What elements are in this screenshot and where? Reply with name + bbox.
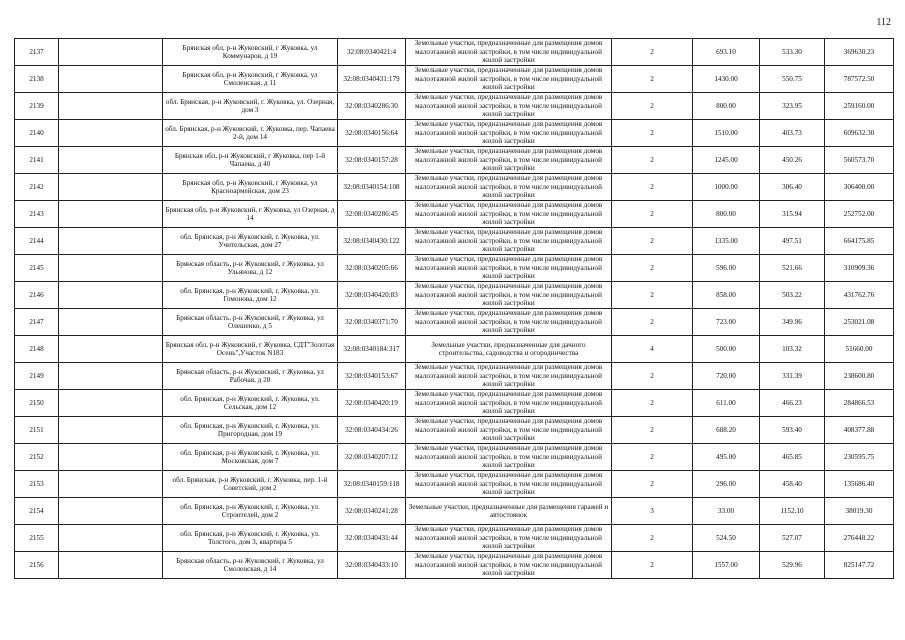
page-number: 112 bbox=[876, 17, 891, 28]
cadastral-number-cell: 32:08:0340157:28 bbox=[338, 147, 406, 174]
area-cell: 800.00 bbox=[693, 93, 760, 120]
use-category-cell: 2 bbox=[612, 525, 693, 552]
table-row bbox=[15, 417, 894, 444]
area-cell: 33.00 bbox=[693, 498, 760, 525]
cadastral-number-cell: 32:08:0340420:83 bbox=[338, 282, 406, 309]
row-number-cell: 2146 bbox=[15, 282, 59, 309]
empty-cell bbox=[59, 228, 163, 255]
use-category-cell: 2 bbox=[612, 147, 693, 174]
use-category-cell: 2 bbox=[612, 201, 693, 228]
cadastral-value-cell: 560573.70 bbox=[825, 147, 894, 174]
table-row bbox=[15, 525, 894, 552]
table-row bbox=[15, 228, 894, 255]
specific-value-cell: 103.32 bbox=[760, 336, 825, 363]
address-cell: Брянская область, р-н Жуковский, г Жуковка, ул Смоленская, д 14 bbox=[163, 552, 338, 579]
cadastral-value-cell: 664175.85 bbox=[825, 228, 894, 255]
cadastral-number-cell: 32:08:0340421:4 bbox=[338, 39, 406, 66]
empty-cell bbox=[59, 444, 163, 471]
table-row bbox=[15, 552, 894, 579]
cadastral-value-cell: 306400.00 bbox=[825, 174, 894, 201]
use-category-cell: 2 bbox=[612, 120, 693, 147]
specific-value-cell: 466.23 bbox=[760, 390, 825, 417]
address-cell: обл. Брянская, р-н Жуковский, г. Жуковка, ул. Московская, дом 7 bbox=[163, 444, 338, 471]
row-number-cell: 2147 bbox=[15, 309, 59, 336]
empty-cell bbox=[59, 66, 163, 93]
table-row bbox=[15, 147, 894, 174]
address-cell: обл. Брянская, р-н Жуковский, г. Жуковка, ул. Строителей, дом 2 bbox=[163, 498, 338, 525]
cadastral-value-cell: 238600.80 bbox=[825, 363, 894, 390]
row-number-cell: 2137 bbox=[15, 39, 59, 66]
use-category-cell: 2 bbox=[612, 417, 693, 444]
cadastral-value-cell: 284866.53 bbox=[825, 390, 894, 417]
address-cell: обл. Брянская, р-н Жуковский, г. Жуковка, ул. Учительская, дом 27 bbox=[163, 228, 338, 255]
address-cell: обл. Брянская, р-н Жуковский, г. Жуковка, ул. Сельская, дом 12 bbox=[163, 390, 338, 417]
permitted-use-cell: Земельные участки, предназначенные для размещения домов малоэтажной жилой застройки, в том числе индивидуальной жилой застройки bbox=[406, 525, 612, 552]
empty-cell bbox=[59, 336, 163, 363]
use-category-cell: 2 bbox=[612, 390, 693, 417]
specific-value-cell: 503.22 bbox=[760, 282, 825, 309]
cadastral-value-cell: 408377.88 bbox=[825, 417, 894, 444]
table-row bbox=[15, 93, 894, 120]
specific-value-cell: 306.40 bbox=[760, 174, 825, 201]
row-number-cell: 2139 bbox=[15, 93, 59, 120]
specific-value-cell: 403.73 bbox=[760, 120, 825, 147]
table-row bbox=[15, 174, 894, 201]
row-number-cell: 2156 bbox=[15, 552, 59, 579]
row-number-cell: 2145 bbox=[15, 255, 59, 282]
permitted-use-cell: Земельные участки, предназначенные для размещения домов малоэтажной жилой застройки, в том числе индивидуальной жилой застройки bbox=[406, 417, 612, 444]
specific-value-cell: 349.96 bbox=[760, 309, 825, 336]
use-category-cell: 2 bbox=[612, 363, 693, 390]
address-cell: Брянская область, р-н Жуковский, г Жуковка, ул Олешенко, д 5 bbox=[163, 309, 338, 336]
permitted-use-cell: Земельные участки, предназначенные для размещения домов малоэтажной жилой застройки, в том числе индивидуальной жилой застройки bbox=[406, 255, 612, 282]
cadastral-value-cell: 259160.00 bbox=[825, 93, 894, 120]
specific-value-cell: 1152.10 bbox=[760, 498, 825, 525]
empty-cell bbox=[59, 282, 163, 309]
table-row bbox=[15, 309, 894, 336]
area-cell: 1510.00 bbox=[693, 120, 760, 147]
cadastral-number-cell: 32:08:0340286:30 bbox=[338, 93, 406, 120]
cadastral-number-cell: 32:08:0340241:28 bbox=[338, 498, 406, 525]
permitted-use-cell: Земельные участки, предназначенные для размещения домов малоэтажной жилой застройки, в том числе индивидуальной жилой застройки bbox=[406, 552, 612, 579]
area-cell: 524.50 bbox=[693, 525, 760, 552]
use-category-cell: 3 bbox=[612, 498, 693, 525]
table-row bbox=[15, 444, 894, 471]
permitted-use-cell: Земельные участки, предназначенные для размещения домов малоэтажной жилой застройки, в том числе индивидуальной жилой застройки bbox=[406, 390, 612, 417]
address-cell: обл. Брянская, р-н Жуковский, г. Жуковка, ул. Толстого, дом 3, квартира 5 bbox=[163, 525, 338, 552]
specific-value-cell: 533.30 bbox=[760, 39, 825, 66]
area-cell: 1000.00 bbox=[693, 174, 760, 201]
permitted-use-cell: Земельные участки, предназначенные для размещения гаражей и автостоянок bbox=[406, 498, 612, 525]
cadastral-number-cell: 32:08:0340184:317 bbox=[338, 336, 406, 363]
specific-value-cell: 550.75 bbox=[760, 66, 825, 93]
specific-value-cell: 458.40 bbox=[760, 471, 825, 498]
table-row bbox=[15, 120, 894, 147]
permitted-use-cell: Земельные участки, предназначенные для размещения домов малоэтажной жилой застройки, в том числе индивидуальной жилой застройки bbox=[406, 147, 612, 174]
table-row bbox=[15, 471, 894, 498]
cadastral-number-cell: 32:08:0340205:66 bbox=[338, 255, 406, 282]
row-number-cell: 2138 bbox=[15, 66, 59, 93]
empty-cell bbox=[59, 525, 163, 552]
empty-cell bbox=[59, 471, 163, 498]
address-cell: обл. Брянская, р-н Жуковский, г. Жуковка, пер. Чапаева 2-й, дом 14 bbox=[163, 120, 338, 147]
row-number-cell: 2148 bbox=[15, 336, 59, 363]
area-cell: 858.00 bbox=[693, 282, 760, 309]
area-cell: 688.20 bbox=[693, 417, 760, 444]
permitted-use-cell: Земельные участки, предназначенные для размещения домов малоэтажной жилой застройки, в том числе индивидуальной жилой застройки bbox=[406, 66, 612, 93]
cadastral-value-cell: 252752.00 bbox=[825, 201, 894, 228]
specific-value-cell: 450.26 bbox=[760, 147, 825, 174]
row-number-cell: 2143 bbox=[15, 201, 59, 228]
cadastral-number-cell: 32:08:0340371:70 bbox=[338, 309, 406, 336]
specific-value-cell: 465.85 bbox=[760, 444, 825, 471]
table-row bbox=[15, 498, 894, 525]
cadastral-value-table bbox=[14, 38, 894, 579]
cadastral-number-cell: 32:08:0340286:45 bbox=[338, 201, 406, 228]
permitted-use-cell: Земельные участки, предназначенные для размещения домов малоэтажной жилой застройки, в том числе индивидуальной жилой застройки bbox=[406, 309, 612, 336]
address-cell: Брянская обл, р-н Жуковский, г Жуковка, ул Озерная, д 14 bbox=[163, 201, 338, 228]
empty-cell bbox=[59, 498, 163, 525]
address-cell: Брянская область, р-н Жуковский, г Жуковка, ул Рабочая, д 28 bbox=[163, 363, 338, 390]
use-category-cell: 2 bbox=[612, 228, 693, 255]
area-cell: 693.10 bbox=[693, 39, 760, 66]
permitted-use-cell: Земельные участки, предназначенные для размещения домов малоэтажной жилой застройки, в том числе индивидуальной жилой застройки bbox=[406, 174, 612, 201]
permitted-use-cell: Земельные участки, предназначенные для размещения домов малоэтажной жилой застройки, в том числе индивидуальной жилой застройки bbox=[406, 228, 612, 255]
specific-value-cell: 331.39 bbox=[760, 363, 825, 390]
area-cell: 1430.00 bbox=[693, 66, 760, 93]
address-cell: Брянская обл, р-н Жуковский, г Жуковка, ул Красноармейская, дом 23 bbox=[163, 174, 338, 201]
use-category-cell: 2 bbox=[612, 93, 693, 120]
address-cell: Брянская область, р-н Жуковский, г Жуковка, ул Ульянова, д 12 bbox=[163, 255, 338, 282]
cadastral-number-cell: 32:08:0340159:118 bbox=[338, 471, 406, 498]
empty-cell bbox=[59, 174, 163, 201]
area-cell: 1245.00 bbox=[693, 147, 760, 174]
use-category-cell: 2 bbox=[612, 471, 693, 498]
cadastral-number-cell: 32:08:0340434:26 bbox=[338, 417, 406, 444]
area-cell: 800.00 bbox=[693, 201, 760, 228]
address-cell: обл. Брянская, р-н Жуковский, г. Жуковка, ул. Гомонова, дом 12 bbox=[163, 282, 338, 309]
row-number-cell: 2142 bbox=[15, 174, 59, 201]
cadastral-number-cell: 32:08:0340433:10 bbox=[338, 552, 406, 579]
row-number-cell: 2149 bbox=[15, 363, 59, 390]
use-category-cell: 2 bbox=[612, 309, 693, 336]
empty-cell bbox=[59, 552, 163, 579]
specific-value-cell: 529.96 bbox=[760, 552, 825, 579]
table-row bbox=[15, 255, 894, 282]
empty-cell bbox=[59, 363, 163, 390]
specific-value-cell: 497.51 bbox=[760, 228, 825, 255]
use-category-cell: 2 bbox=[612, 282, 693, 309]
use-category-cell: 2 bbox=[612, 39, 693, 66]
use-category-cell: 2 bbox=[612, 66, 693, 93]
cadastral-value-cell: 230595.75 bbox=[825, 444, 894, 471]
cadastral-value-cell: 135686.40 bbox=[825, 471, 894, 498]
specific-value-cell: 527.07 bbox=[760, 525, 825, 552]
cadastral-value-cell: 51660.00 bbox=[825, 336, 894, 363]
use-category-cell: 2 bbox=[612, 174, 693, 201]
cadastral-value-cell: 369630.23 bbox=[825, 39, 894, 66]
row-number-cell: 2155 bbox=[15, 525, 59, 552]
cadastral-value-cell: 787572.50 bbox=[825, 66, 894, 93]
area-cell: 296.00 bbox=[693, 471, 760, 498]
cadastral-value-cell: 431762.76 bbox=[825, 282, 894, 309]
table-body bbox=[15, 39, 894, 579]
empty-cell bbox=[59, 390, 163, 417]
use-category-cell: 2 bbox=[612, 444, 693, 471]
table-row bbox=[15, 363, 894, 390]
address-cell: обл. Брянская, р-н Жуковский, г. Жуковка, ул. Озерная, дом 3 bbox=[163, 93, 338, 120]
area-cell: 495.00 bbox=[693, 444, 760, 471]
cadastral-number-cell: 32:08:0340154:108 bbox=[338, 174, 406, 201]
row-number-cell: 2140 bbox=[15, 120, 59, 147]
table-row bbox=[15, 201, 894, 228]
permitted-use-cell: Земельные участки, предназначенные для размещения домов малоэтажной жилой застройки, в том числе индивидуальной жилой застройки bbox=[406, 201, 612, 228]
empty-cell bbox=[59, 39, 163, 66]
cadastral-number-cell: 32:08:0340153:67 bbox=[338, 363, 406, 390]
address-cell: обл. Брянская, р-н Жуковский, г. Жуковка, ул. Пригородная, дом 19 bbox=[163, 417, 338, 444]
cadastral-number-cell: 32:08:0340430:122 bbox=[338, 228, 406, 255]
row-number-cell: 2150 bbox=[15, 390, 59, 417]
area-cell: 723.00 bbox=[693, 309, 760, 336]
cadastral-value-cell: 276448.22 bbox=[825, 525, 894, 552]
empty-cell bbox=[59, 255, 163, 282]
area-cell: 596.00 bbox=[693, 255, 760, 282]
empty-cell bbox=[59, 417, 163, 444]
area-cell: 1557.00 bbox=[693, 552, 760, 579]
row-number-cell: 2144 bbox=[15, 228, 59, 255]
area-cell: 611.00 bbox=[693, 390, 760, 417]
empty-cell bbox=[59, 120, 163, 147]
address-cell: Брянская обл, р-н Жуковский, г Жуковка, ул Смоленская, д 11 bbox=[163, 66, 338, 93]
row-number-cell: 2154 bbox=[15, 498, 59, 525]
permitted-use-cell: Земельные участки, предназначенные для дачного строительства, садоводства и огородничества bbox=[406, 336, 612, 363]
row-number-cell: 2152 bbox=[15, 444, 59, 471]
cadastral-number-cell: 32:08:0340207:12 bbox=[338, 444, 406, 471]
cadastral-value-cell: 609632.30 bbox=[825, 120, 894, 147]
row-number-cell: 2141 bbox=[15, 147, 59, 174]
cadastral-number-cell: 32:08:0340420:19 bbox=[338, 390, 406, 417]
specific-value-cell: 593.40 bbox=[760, 417, 825, 444]
empty-cell bbox=[59, 93, 163, 120]
use-category-cell: 4 bbox=[612, 336, 693, 363]
permitted-use-cell: Земельные участки, предназначенные для размещения домов малоэтажной жилой застройки, в том числе индивидуальной жилой застройки bbox=[406, 93, 612, 120]
address-cell: обл. Брянская, р-н Жуковский, г. Жуковка, пер. 1-й Советский, дом 2 bbox=[163, 471, 338, 498]
permitted-use-cell: Земельные участки, предназначенные для размещения домов малоэтажной жилой застройки, в том числе индивидуальной жилой застройки bbox=[406, 471, 612, 498]
specific-value-cell: 323.95 bbox=[760, 93, 825, 120]
cadastral-value-cell: 253021.08 bbox=[825, 309, 894, 336]
specific-value-cell: 521.66 bbox=[760, 255, 825, 282]
cadastral-value-cell: 825147.72 bbox=[825, 552, 894, 579]
table-row bbox=[15, 390, 894, 417]
use-category-cell: 2 bbox=[612, 552, 693, 579]
cadastral-value-cell: 310909.36 bbox=[825, 255, 894, 282]
address-cell: Брянская обл, р-н Жуковский, г Жуковка, пер 1-й Чапаева, д 40 bbox=[163, 147, 338, 174]
cadastral-number-cell: 32:08:0340156:64 bbox=[338, 120, 406, 147]
permitted-use-cell: Земельные участки, предназначенные для размещения домов малоэтажной жилой застройки, в том числе индивидуальной жилой застройки bbox=[406, 120, 612, 147]
cadastral-number-cell: 32:08:0340431:44 bbox=[338, 525, 406, 552]
row-number-cell: 2153 bbox=[15, 471, 59, 498]
permitted-use-cell: Земельные участки, предназначенные для размещения домов малоэтажной жилой застройки, в том числе индивидуальной жилой застройки bbox=[406, 282, 612, 309]
empty-cell bbox=[59, 147, 163, 174]
specific-value-cell: 315.94 bbox=[760, 201, 825, 228]
area-cell: 1335.00 bbox=[693, 228, 760, 255]
table-row bbox=[15, 336, 894, 363]
permitted-use-cell: Земельные участки, предназначенные для размещения домов малоэтажной жилой застройки, в том числе индивидуальной жилой застройки bbox=[406, 39, 612, 66]
address-cell: Брянская обл, р-н Жуковский, г Жуковка, ул Коммунаров, д 19 bbox=[163, 39, 338, 66]
table-row bbox=[15, 282, 894, 309]
permitted-use-cell: Земельные участки, предназначенные для размещения домов малоэтажной жилой застройки, в том числе индивидуальной жилой застройки bbox=[406, 363, 612, 390]
table-row bbox=[15, 66, 894, 93]
area-cell: 500.00 bbox=[693, 336, 760, 363]
row-number-cell: 2151 bbox=[15, 417, 59, 444]
address-cell: Брянская обл, р-н Жуковский, г Жуковка, СДТ"Золотая Осень",Участок N183 bbox=[163, 336, 338, 363]
empty-cell bbox=[59, 309, 163, 336]
use-category-cell: 2 bbox=[612, 255, 693, 282]
table-row bbox=[15, 39, 894, 66]
cadastral-number-cell: 32:08:0340431:179 bbox=[338, 66, 406, 93]
permitted-use-cell: Земельные участки, предназначенные для размещения домов малоэтажной жилой застройки, в том числе индивидуальной жилой застройки bbox=[406, 444, 612, 471]
cadastral-value-cell: 38019.30 bbox=[825, 498, 894, 525]
empty-cell bbox=[59, 201, 163, 228]
area-cell: 720.00 bbox=[693, 363, 760, 390]
